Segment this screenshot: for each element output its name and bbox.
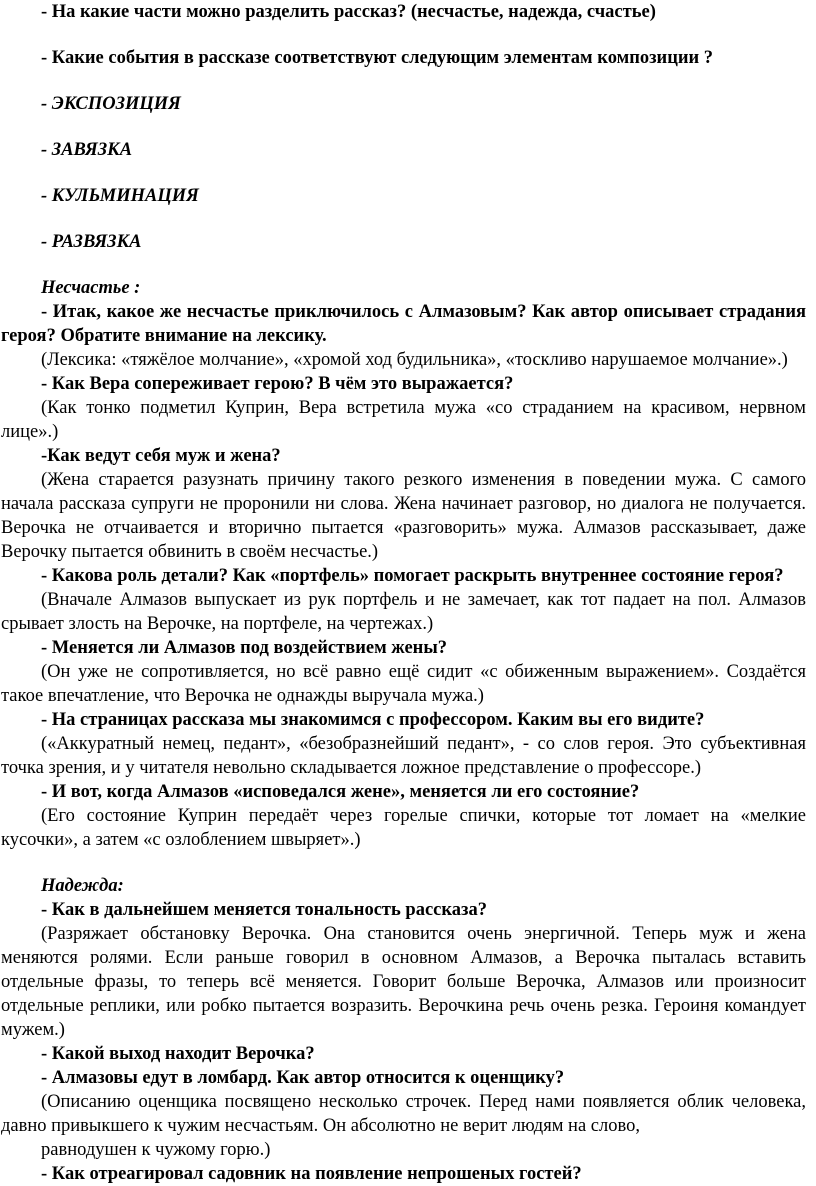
question-detail-portfolio: - Какова роль детали? Как «портфель» помогает раскрыть внутреннее состояние героя?	[41, 566, 784, 586]
section-misfortune-title: Несчастье :	[41, 278, 141, 298]
question-gardener: - Как отреагировал садовник на появление непрошеных гостей?	[41, 1164, 582, 1184]
answer-lexicon: (Лексика: «тяжёлое молчание», «хромой ход будильника», «тоскливо нарушаемое молчание».)	[41, 350, 788, 370]
question-misfortune: - Итак, какое же несчастье приключилось с Алмазовым? Как автор описывает страдания героя? Обратите внимание на лексику.	[1, 302, 806, 346]
element-denouement: - РАЗВЯЗКА	[41, 232, 142, 252]
answer-vera-empathy: (Как тонко подметил Куприн, Вера встретила мужа «со страданием на красивом, нервном лице».)	[1, 398, 806, 442]
question-confession: - И вот, когда Алмазов «исповедался жене», меняется ли его состояние?	[41, 782, 640, 802]
answer-appraiser: (Описанию оценщика посвящено несколько строчек. Перед нами появляется облик человека, давно привыкшего к чужим несчастьям. Он абсолютно не верит людям на слово,	[1, 1092, 806, 1136]
intro-question-composition: - Какие события в рассказе соответствуют следующим элементам композиции ?	[41, 48, 714, 68]
question-change: - Меняется ли Алмазов под воздействием жены?	[41, 638, 448, 658]
question-pawnshop: - Алмазовы едут в ломбард. Как автор относится к оценщику?	[41, 1068, 565, 1088]
answer-behavior: (Жена старается разузнать причину такого резкого изменения в поведении мужа. С самого начала рассказа супруги не проронили ни слова. Жена начинает разговор, но диалога не получается. Верочка не отчаивается и вторично пытается «разговорить» мужа. Алмазов рассказывает, даже Верочку пытается обвинить в своём несчастье.)	[1, 470, 806, 562]
section-hope-title: Надежда:	[41, 876, 124, 896]
question-professor: - На страницах рассказа мы знакомимся с профессором. Каким вы его видите?	[41, 710, 705, 730]
element-plot: - ЗАВЯЗКА	[41, 140, 133, 160]
answer-tonality: (Разряжает обстановку Верочка. Она становится очень энергичной. Теперь муж и жена меняются ролями. Если раньше говорил в основном Алмазов, а Верочка пыталась вставить отдельные фразы, то теперь всё меняется. Говорит больше Верочка, Алмазов или произносит отдельные реплики, или робко пытается возразить. Верочкина речь очень резка. Героиня командует мужем.)	[1, 924, 806, 1040]
answer-confession: (Его состояние Куприн передаёт через горелые спички, которые тот ломает на «мелкие кусочки», а затем «с озлоблением швыряет».)	[1, 806, 806, 850]
answer-detail-portfolio: (Вначале Алмазов выпускает из рук портфель и не замечает, как тот падает на пол. Алмазов срывает злость на Верочке, на портфеле, на чертежах.)	[1, 590, 806, 634]
question-solution: - Какой выход находит Верочка?	[41, 1044, 315, 1064]
intro-question-parts: - На какие части можно разделить рассказ? (несчастье, надежда, счастье)	[41, 2, 656, 22]
question-vera-empathy: - Как Вера сопереживает герою? В чём это выражается?	[41, 374, 514, 394]
question-tonality: - Как в дальнейшем меняется тональность рассказа?	[41, 900, 487, 920]
element-climax: - КУЛЬМИНАЦИЯ	[41, 186, 199, 206]
answer-change: (Он уже не сопротивляется, но всё равно ещё сидит «с обиженным выражением». Создаётся такое впечатление, что Верочка не однажды выручала мужа.)	[1, 662, 806, 706]
question-behavior: -Как ведут себя муж и жена?	[41, 446, 281, 466]
answer-appraiser-end: равнодушен к чужому горю.)	[41, 1140, 271, 1160]
element-exposition: - ЭКСПОЗИЦИЯ	[41, 94, 181, 114]
answer-professor: («Аккуратный немец, педант», «безобразнейший педант», - со слов героя. Это субъективная точка зрения, и у читателя невольно складывается ложное представление о профессоре.)	[1, 734, 806, 778]
